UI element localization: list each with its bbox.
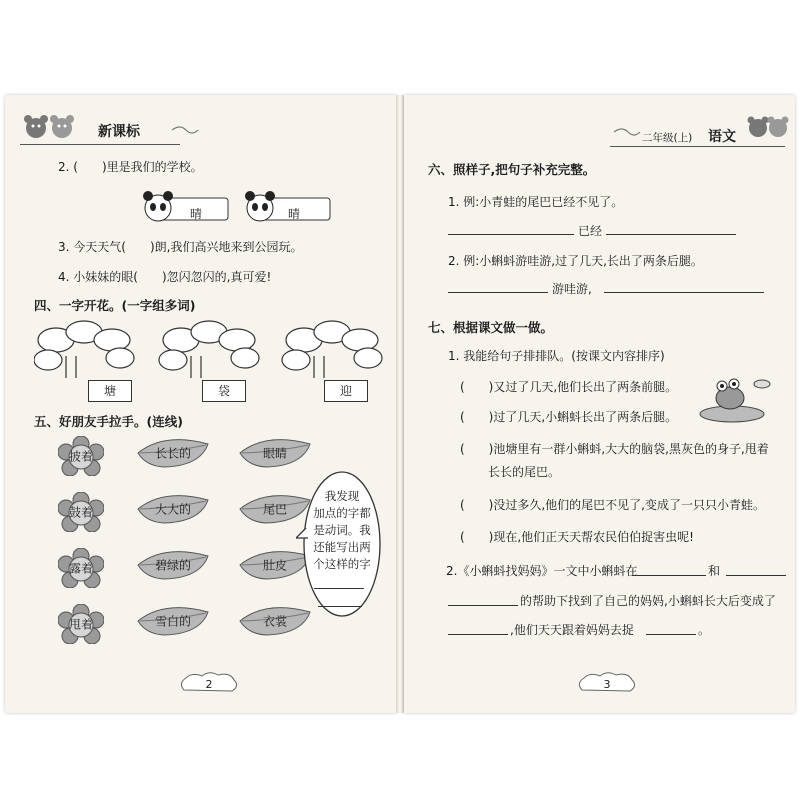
item-2-blank-2[interactable] [726, 575, 786, 576]
panda-card-2-char: 晴 [288, 207, 301, 221]
header-subject: 语文 [708, 129, 736, 145]
section-5-title: 五、好朋友手拉手。(连线) [34, 414, 183, 429]
bubble-line-4: 还能写出两 [313, 540, 371, 554]
section-7-item-2e: 。 [698, 623, 711, 637]
ribbon-icon-right [612, 126, 642, 138]
panda-card-1 [140, 188, 232, 228]
teddy-bears-right-icon [744, 110, 792, 144]
bubble-blank-1[interactable] [314, 588, 364, 589]
noun-leaf-label: 尾巴 [262, 502, 287, 517]
section-7-item-1: 1. 我能给句子排排队。(按课文内容排序) [448, 349, 665, 363]
adjective-leaf-label: 碧绿的 [154, 558, 191, 573]
ribbon-icon [170, 124, 200, 136]
flower-word-3: 迎 [324, 380, 368, 402]
section-4-title: 四、一字开花。(一字组多词) [34, 298, 196, 313]
sentence-2: ( )过了几天,小蝌蚪长出了两条后腿。 [460, 410, 678, 424]
adjective-leaf-2[interactable] [134, 492, 212, 526]
verb-badge-1[interactable] [58, 436, 104, 476]
section-6-blank-2a[interactable] [448, 292, 548, 293]
verb-badge-2[interactable] [58, 492, 104, 532]
section-7-item-2c: 的帮助下找到了自己的妈妈,小蝌蚪长大后变成了 [520, 594, 776, 608]
header-rule [20, 144, 180, 145]
bubble-blank-2[interactable] [318, 606, 362, 607]
item-2-blank-5[interactable] [646, 634, 696, 635]
sentence-3-cont: 长长的尾巴。 [488, 465, 561, 479]
section-6-item-2: 2. 例:小蝌蚪游哇游,过了几天,长出了两条后腿。 [448, 254, 703, 268]
section-6-fill-2: 游哇游, [552, 282, 592, 296]
section-7-item-2a: 2.《小蝌蚪找妈妈》一文中小蝌蚪在 [446, 564, 638, 578]
adjective-leaf-1[interactable] [134, 436, 212, 470]
bubble-line-2: 加点的字都 [313, 506, 371, 520]
flower-word-1: 塘 [88, 380, 132, 402]
book-spine [396, 95, 404, 713]
adjective-leaf-3[interactable] [134, 548, 212, 582]
sentence-5: ( )现在,他们正天天帮农民伯伯捉害虫呢! [460, 530, 694, 544]
section-6-blank-1b[interactable] [606, 234, 736, 235]
teddy-bears-icon [20, 110, 80, 144]
verb-badge-4[interactable] [58, 604, 104, 644]
flower-1 [34, 321, 134, 378]
page-number-right: 3 [603, 678, 611, 691]
item-2-blank-1[interactable] [632, 575, 706, 576]
noun-leaf-label: 衣裳 [262, 614, 287, 629]
verb-badge-3[interactable] [58, 548, 104, 588]
header-grade: 二年级(上) [642, 132, 693, 144]
item-2-blank-4[interactable] [448, 634, 508, 635]
verb-badge-label: 披着 [68, 449, 93, 464]
question-3: 3. 今天天气( )朗,我们高兴地来到公园玩。 [58, 240, 303, 254]
header-title: 新课标 [98, 124, 140, 140]
frog-on-lilypad-icon [696, 372, 776, 424]
panda-card-1-char: 晴 [190, 207, 203, 221]
adjective-leaf-4[interactable] [134, 604, 212, 638]
bubble-line-3: 是动词。我 [313, 523, 371, 537]
section-6-title: 六、照样子,把句子补充完整。 [428, 162, 596, 177]
sentence-4: ( )没过多久,他们的尾巴不见了,变成了一只只小青蛙。 [460, 498, 765, 512]
verb-badge-label: 鼓着 [68, 505, 93, 520]
adjective-leaf-label: 长长的 [154, 446, 191, 461]
bubble-line-5: 个这样的字 [313, 557, 371, 571]
section-6-fill-1: 已经 [578, 224, 603, 238]
section-7-item-2d: ,他们天天跟着妈妈去捉 [510, 623, 634, 637]
sentence-3: ( )池塘里有一群小蝌蚪,大大的脑袋,黑灰色的身子,甩着 [460, 442, 769, 456]
page-number-left: 2 [205, 678, 213, 691]
noun-leaf-label: 肚皮 [262, 558, 287, 573]
section-6-blank-2b[interactable] [604, 292, 764, 293]
adjective-leaf-label: 雪白的 [154, 614, 191, 629]
question-2: 2. ( )里是我们的学校。 [58, 160, 203, 174]
section-7-title: 七、根据课文做一做。 [428, 320, 554, 335]
flower-3 [282, 321, 382, 378]
noun-leaf-label: 眼睛 [262, 446, 287, 461]
section-6-blank-1a[interactable] [448, 234, 574, 235]
noun-leaf-1[interactable] [236, 436, 314, 470]
verb-badge-label: 露着 [68, 561, 93, 576]
flower-word-2: 袋 [202, 380, 246, 402]
section-6-item-1: 1. 例:小青蛙的尾巴已经不见了。 [448, 195, 624, 209]
adjective-leaf-label: 大大的 [154, 502, 191, 517]
question-4: 4. 小妹妹的眼( )忽闪忽闪的,真可爱! [58, 270, 272, 284]
item-2-blank-3[interactable] [448, 605, 518, 606]
header-rule-right [610, 146, 785, 147]
section-7-item-2b: 和 [708, 564, 721, 578]
sentence-1: ( )又过了几天,他们长出了两条前腿。 [460, 380, 678, 394]
verb-badge-label: 甩着 [68, 617, 93, 632]
bubble-line-1: 我发现 [324, 489, 360, 503]
flower-2 [159, 321, 259, 378]
